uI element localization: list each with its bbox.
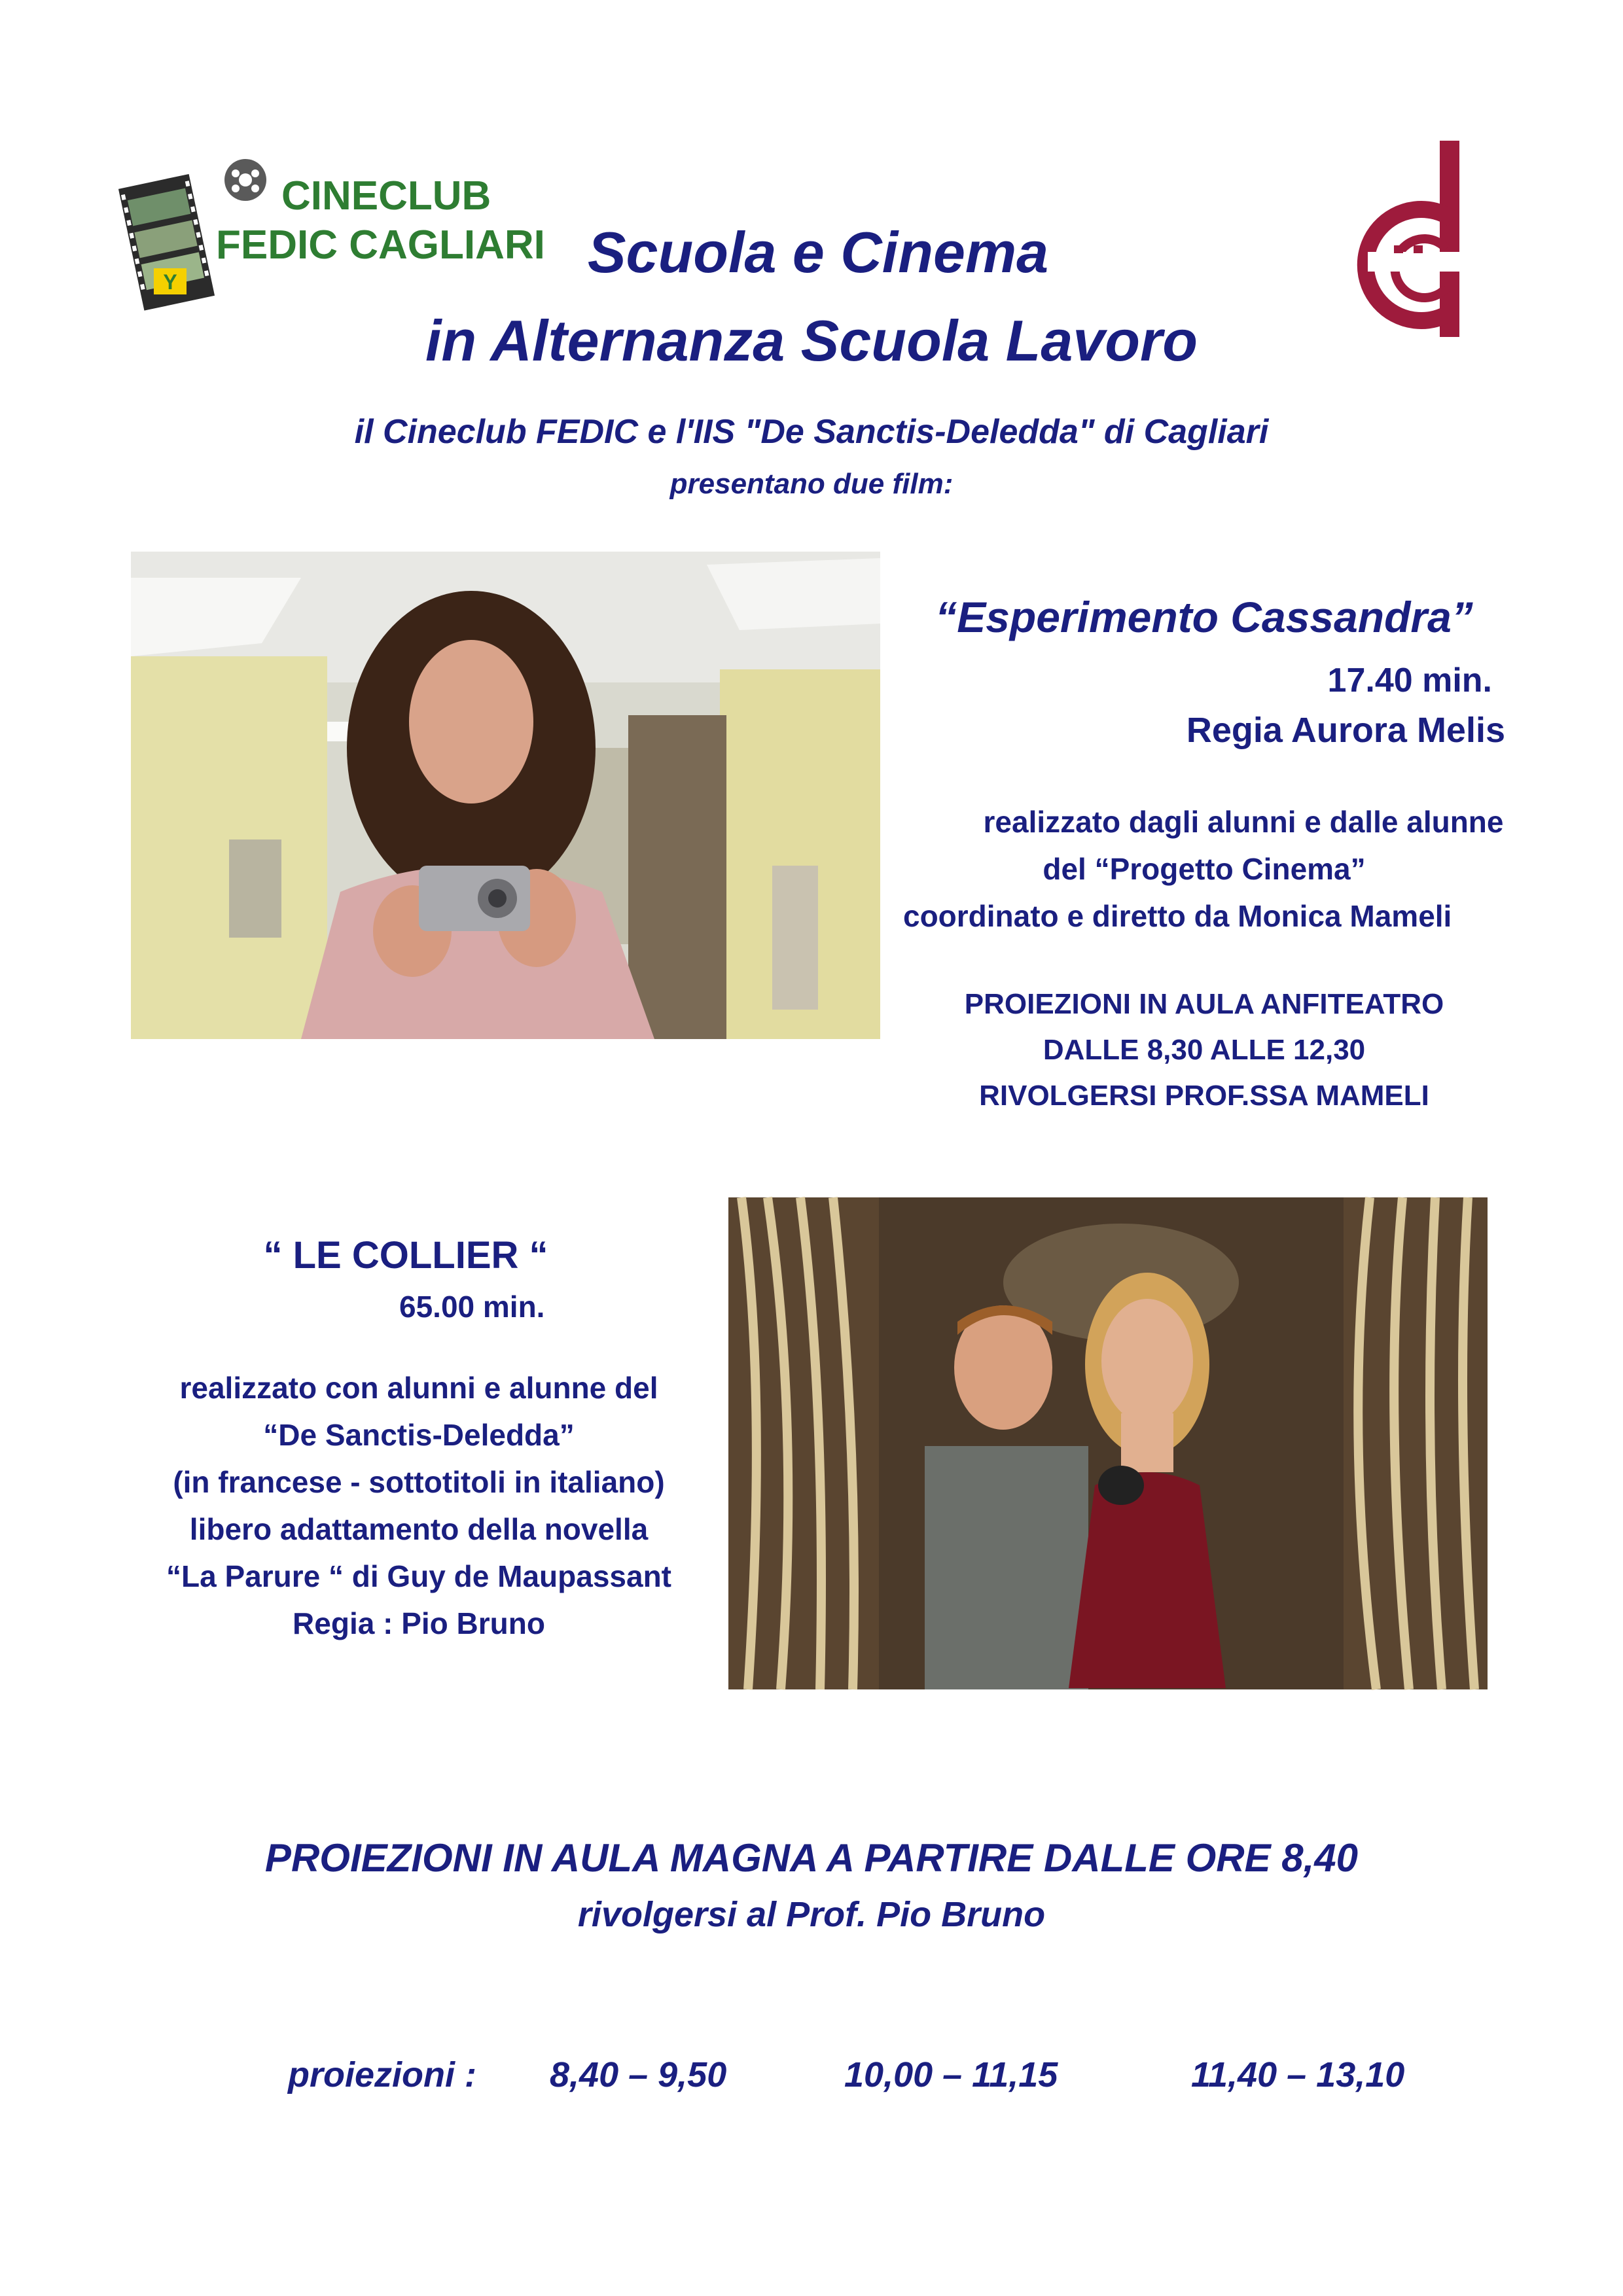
page-title-line2: in Alternanza Scuola Lavoro: [425, 308, 1198, 373]
film2-desc-line: (in francese - sottotitoli in italiano): [173, 1465, 665, 1499]
subtitle-line2: presentano due film:: [669, 468, 954, 500]
film1-director: Regia Aurora Melis: [1186, 711, 1505, 750]
film1-proj-line: RIVOLGERSI PROF.SSA MAMELI: [979, 1080, 1429, 1112]
film2-desc-line: realizzato con alunni e alunne del: [179, 1371, 658, 1405]
schedule-slot: 11,40 – 13,10: [1191, 2055, 1405, 2094]
contact-info: rivolgersi al Prof. Pio Bruno: [577, 1895, 1046, 1934]
logo-text-line1: CINECLUB: [281, 173, 491, 219]
film2-desc-line: “De Sanctis-Deledda”: [263, 1418, 575, 1452]
film1-title: “Esperimento Cassandra”: [935, 593, 1473, 641]
film2-still-photo: [728, 1197, 1488, 1689]
svg-text:Y: Y: [163, 270, 177, 294]
film1-proj-line: DALLE 8,30 ALLE 12,30: [1043, 1034, 1366, 1066]
film1-desc-line: del “Progetto Cinema”: [1043, 852, 1366, 886]
schedule-label: proiezioni :: [288, 2055, 476, 2094]
film2-description: [118, 1364, 720, 1647]
subtitle-line1: il Cineclub FEDIC e l'IIS "De Sanctis-Deledda" di Cagliari: [354, 413, 1269, 451]
film1-projection-info: [903, 981, 1505, 1119]
schedule-slot: 8,40 – 9,50: [550, 2055, 727, 2094]
film1-desc-line: coordinato e diretto da Monica Mameli: [903, 899, 1452, 933]
aula-magna-projection: PROIEZIONI IN AULA MAGNA A PARTIRE DALLE ORE 8,40: [264, 1836, 1359, 1880]
logo-text-line2: FEDIC CAGLIARI: [216, 222, 545, 268]
film1-duration: 17.40 min.: [1327, 662, 1492, 699]
schedule-slot: 10,00 – 11,15: [844, 2055, 1058, 2094]
film1-desc-line: realizzato dagli alunni e dalle alunne: [983, 805, 1504, 839]
film2-desc-line: Regia : Pio Bruno: [293, 1606, 545, 1640]
cineclub-fedic-logo: [118, 144, 545, 314]
film2-desc-line: libero adattamento della novella: [189, 1512, 649, 1546]
de-sanctis-deledda-logo: [1355, 141, 1499, 337]
page-title-line1: Scuola e Cinema: [587, 220, 1049, 285]
film1-still-photo: [131, 552, 880, 1039]
film2-title: “ LE COLLIER “: [263, 1234, 548, 1277]
film1-proj-line: PROIEZIONI IN AULA ANFITEATRO: [964, 988, 1444, 1020]
film-reel-icon: [118, 144, 545, 314]
film2-desc-line: “La Parure “ di Guy de Maupassant: [166, 1559, 671, 1593]
film2-duration: 65.00 min.: [399, 1290, 545, 1324]
schedule-row: [288, 2055, 1531, 2107]
film1-description: [903, 798, 1505, 940]
ds-monogram-icon: [1355, 141, 1499, 337]
